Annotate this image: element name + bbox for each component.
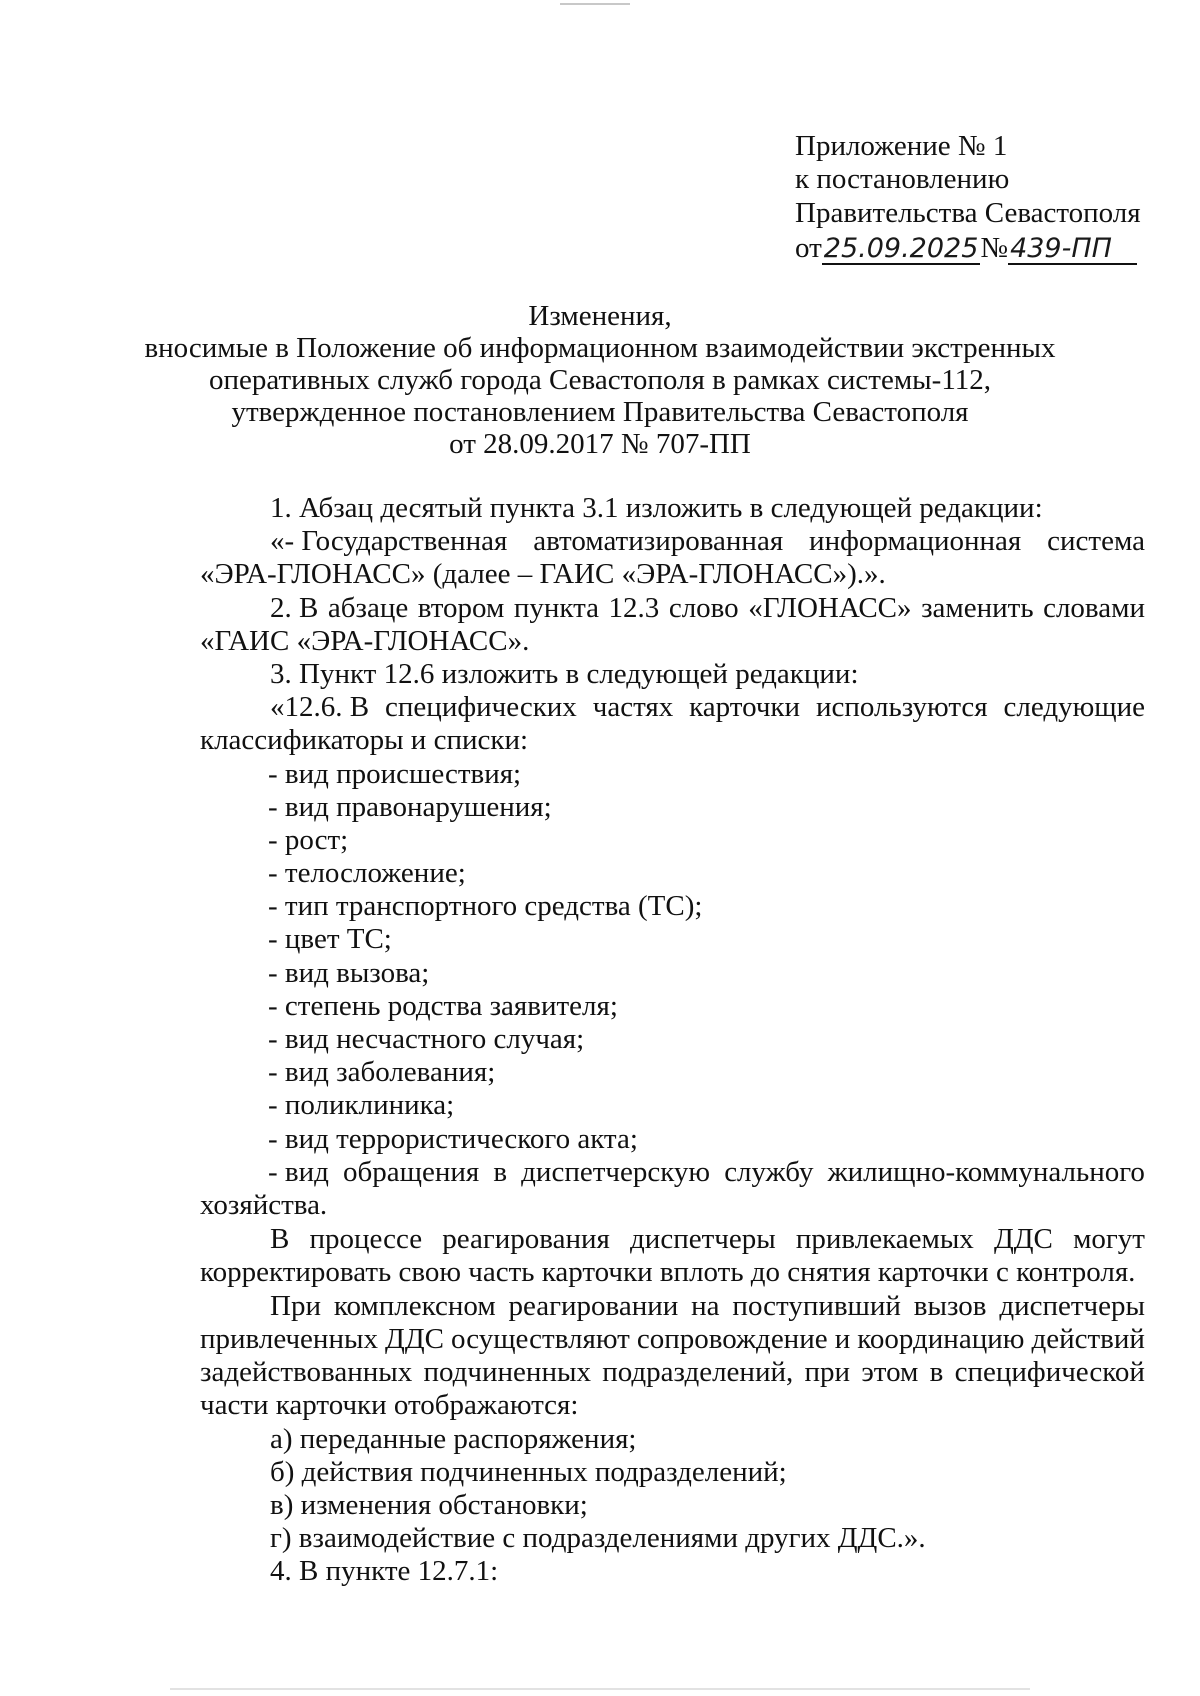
word: частях [592,691,674,723]
word: - вид [268,1156,329,1188]
word: ДДС [993,1223,1053,1255]
word: сопровождение [636,1323,828,1355]
paragraph-2-line-1 [270,525,1145,558]
word: используются [815,691,988,723]
word: подразделений, [602,1356,794,1388]
paragraph-5-line-1 [270,691,1145,724]
word: специфических [385,691,577,723]
word: и [834,1323,851,1355]
list-item: - тип транспортного средства (ТС); [268,890,703,922]
list-item-last-line-1 [268,1156,1145,1189]
resolution-label: к постановлению [795,163,1010,195]
title-line-5: от 28.09.2017 № 707-ПП [449,428,751,460]
word: привлеченных [200,1323,378,1355]
date-number-line [795,232,1137,265]
word: обращения [343,1156,480,1188]
word: информационная [809,525,1022,557]
government-label: Правительства Севастополя [795,197,1141,229]
word: привлекаемых [795,1223,974,1255]
paragraph-3-line-2: «ГАИС «ЭРА-ГЛОНАСС». [200,625,530,657]
word: словами [1043,592,1145,624]
word: диспетчеры [999,1290,1145,1322]
word: подчиненных [423,1356,591,1388]
word: «- Государственная [270,525,508,557]
word: специфической [954,1356,1145,1388]
list-item: - вид вызова; [268,957,430,989]
word: реагирования [442,1223,610,1255]
title-line-4: утвержденное постановлением Правительства Севастополя [231,396,969,428]
word: В [270,1223,290,1255]
word: заменить [921,592,1034,624]
word: в [493,1156,508,1188]
word: жилищно-коммунального [827,1156,1145,1188]
paragraph-1: 1. Абзац десятый пункта 3.1 изложить в следующей редакции: [270,492,1043,524]
paragraph-7-line-2 [200,1323,1145,1356]
word: осуществляют [451,1323,630,1355]
word: 2. В [270,592,319,624]
word: «ГЛОНАСС» [748,592,912,624]
word: могут [1073,1223,1145,1255]
paragraph-7-line-3 [200,1356,1145,1389]
list-item: - вид заболевания; [268,1056,496,1088]
word: процессе [309,1223,423,1255]
word: диспетчерскую [521,1156,711,1188]
word: службу [724,1156,814,1188]
word: 12.3 [608,592,660,624]
appendix-label: Приложение № 1 [795,130,1008,162]
word: слово [668,592,739,624]
list-item: - цвет ТС; [268,923,392,955]
list-item: - поликлиника; [268,1089,455,1121]
scan-mark-top [560,3,630,5]
word: при [804,1356,851,1388]
word: карточки [689,691,801,723]
title-line-2: вносимые в Положение об информационном взаимодействии экстренных [144,332,1056,364]
list-item: - вид террористического акта; [268,1123,638,1155]
list-item: - рост; [268,824,349,856]
word: на [691,1290,720,1322]
word: поступивший [732,1290,901,1322]
word: система [1047,525,1145,557]
word: автоматизированная [533,525,784,557]
word: диспетчеры [630,1223,776,1255]
word: в [929,1356,944,1388]
handwritten-number: 439-ПП [1008,235,1137,265]
word: координацию [857,1323,1025,1355]
word: следующие [1003,691,1145,723]
sub-item: а) переданные распоряжения; [270,1423,637,1455]
word: комплексном [333,1290,496,1322]
list-item: - вид происшествия; [268,758,522,790]
word: При [270,1290,321,1322]
word: задействованных [200,1356,413,1388]
date-prefix: от [795,232,822,264]
word: ДДС [385,1323,444,1355]
title-line-3: оперативных служб города Севастополя в рамках системы-112, [208,364,991,396]
sub-item: г) взаимодействие с подразделениями других ДДС.». [270,1522,926,1554]
paragraph-7-line-1 [270,1290,1145,1323]
scan-mark-bottom [170,1688,1030,1690]
word: пункта [513,592,600,624]
word: абзаце [327,592,409,624]
title-line-1: Изменения, [528,300,672,332]
sub-item: б) действия подчиненных подразделений; [270,1456,787,1488]
list-item-last-line-2: хозяйства. [200,1189,328,1221]
paragraph-2-line-2: «ЭРА-ГЛОНАСС» (далее – ГАИС «ЭРА-ГЛОНАСС»).». [200,558,886,590]
list-item: - вид несчастного случая; [268,1023,585,1055]
paragraph-6-line-1 [270,1223,1145,1256]
paragraph-5-line-2: классификаторы и списки: [200,724,529,756]
word: этом [861,1356,919,1388]
paragraph-3-line-1 [270,592,1145,625]
paragraph-6-line-2: корректировать свою часть карточки вплоть до снятия карточки с контроля. [200,1256,1136,1288]
paragraph-4: 3. Пункт 12.6 изложить в следующей редакции: [270,658,859,690]
word: втором [417,592,505,624]
handwritten-date: 25.09.2025 [823,233,979,264]
list-item: - телосложение; [268,857,466,889]
word: «12.6. В [270,691,370,723]
number-prefix: № [980,232,1009,264]
list-item: - степень родства заявителя; [268,990,618,1022]
word: вызов [913,1290,987,1322]
word: реагировании [508,1290,679,1322]
word: действий [1031,1323,1145,1355]
sub-item: в) изменения обстановки; [270,1489,588,1521]
paragraph-8: 4. В пункте 12.7.1: [270,1555,499,1587]
paragraph-7-line-4: части карточки отображаются: [200,1389,579,1421]
list-item: - вид правонарушения; [268,791,552,823]
